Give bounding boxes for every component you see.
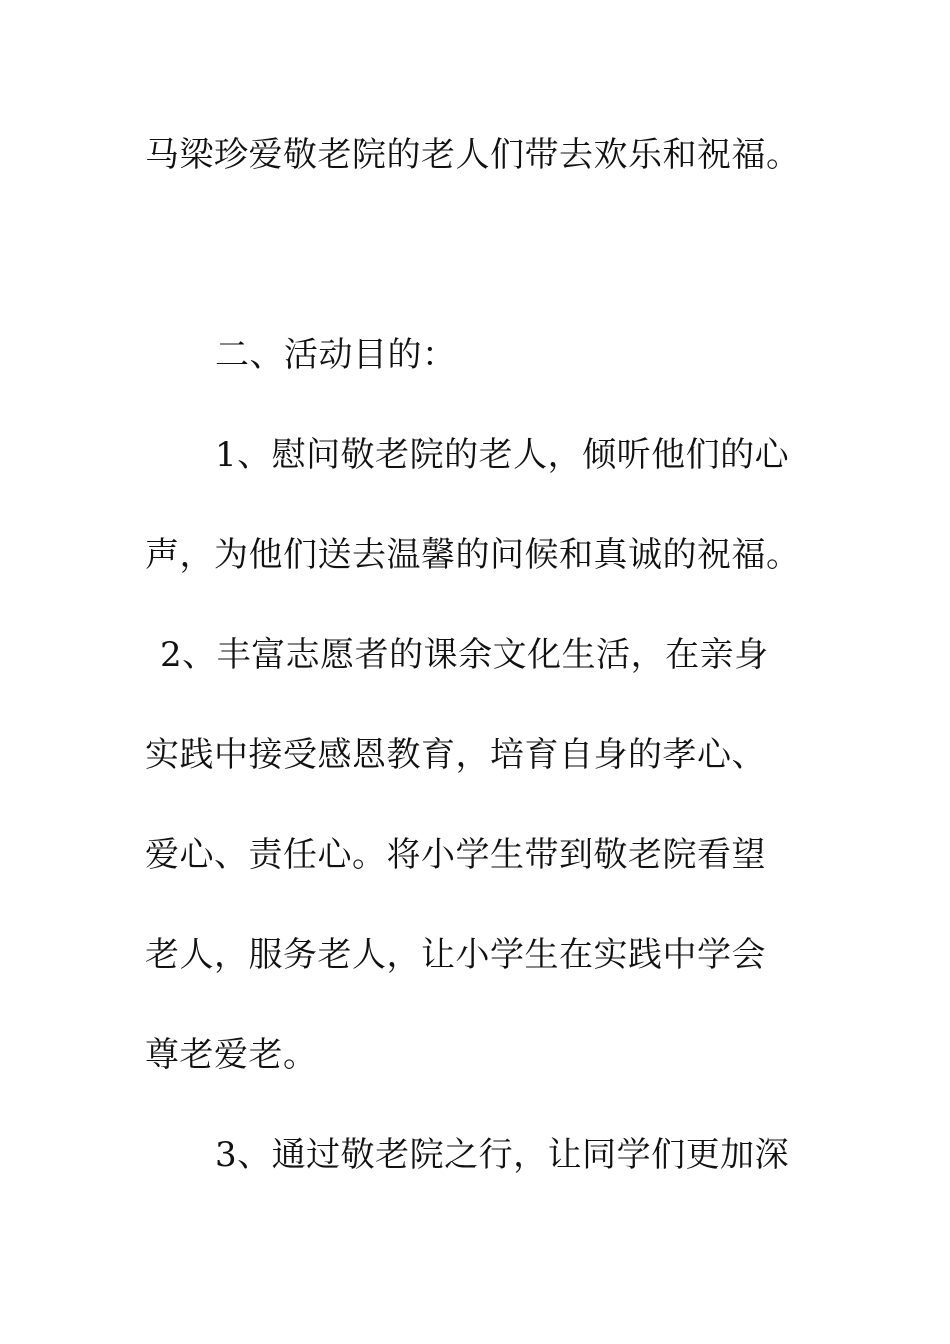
text-line-purpose-3a: 3、通过敬老院之行，让同学们更加深: [215, 1135, 790, 1175]
text-line-purpose-2a: 2、丰富志愿者的课余文化生活，在亲身: [160, 635, 769, 675]
text-line-purpose-1a: 1、慰问敬老院的老人，倾听他们的心: [215, 435, 790, 475]
text-line-purpose-2d: 老人，服务老人，让小学生在实践中学会: [145, 935, 766, 975]
text-line-purpose-2b: 实践中接受感恩教育，培育自身的孝心、: [145, 735, 766, 775]
section-heading-activity-purpose: 二、活动目的：: [215, 335, 457, 375]
text-line-purpose-2c: 爱心、责任心。将小学生带到敬老院看望: [145, 835, 766, 875]
text-line-purpose-1b: 声，为他们送去温馨的问候和真诚的祝福。: [145, 535, 801, 575]
text-line-purpose-2e: 尊老爱老。: [145, 1035, 318, 1075]
text-line-intro-end: 马梁珍爱敬老院的老人们带去欢乐和祝福。: [145, 135, 801, 175]
